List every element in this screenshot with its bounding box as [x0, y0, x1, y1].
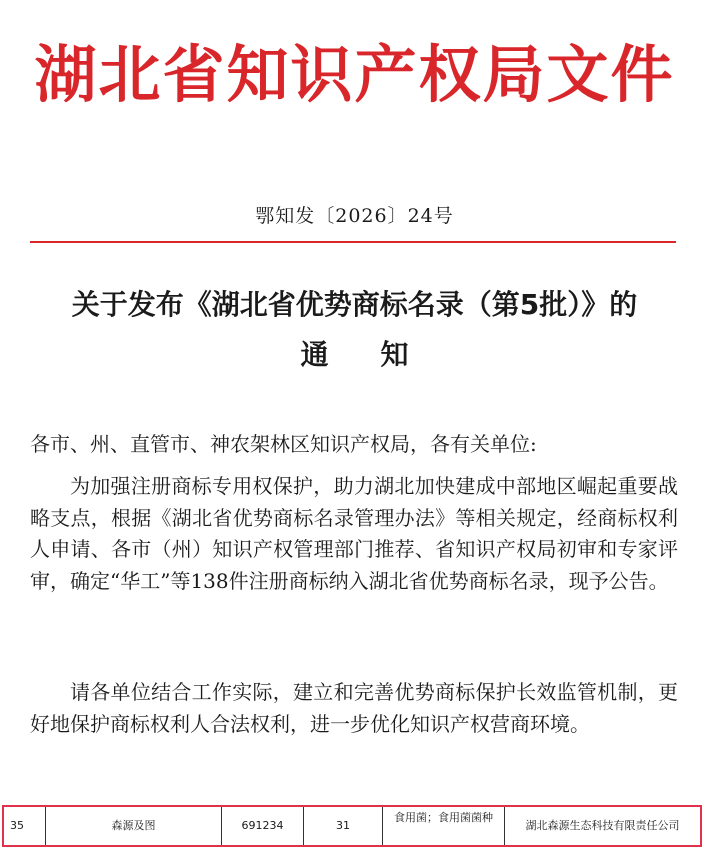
red-divider-line: [30, 241, 676, 243]
notice-title-line2: 通知: [300, 338, 461, 371]
body-paragraph-2: 请各单位结合工作实际，建立和完善优势商标保护长效监管机制，更好地保护商标权利人合法权利，进一步优化知识产权营商环境。: [30, 680, 678, 736]
highlighted-table-row: [2, 805, 702, 847]
table-cell-index: 35: [4, 807, 46, 845]
table-cell-trademark: 森源及图: [46, 807, 222, 845]
notice-title-line1: 关于发布《湖北省优势商标名录（第5批）》的: [71, 288, 638, 321]
table-cell-class: 31: [304, 807, 383, 845]
table-cell-owner: 湖北森源生态科技有限责任公司: [525, 819, 680, 832]
document-header-title: 湖北省知识产权局文件: [34, 38, 675, 111]
salutation: 各市、州、直管市、神农架林区知识产权局，各有关单位:: [30, 432, 537, 456]
table-cell-goods: 食用菌；食用菌菌种: [383, 807, 505, 845]
document-number: 鄂知发〔2026〕24号: [255, 205, 454, 227]
table-cell-registration-number: 691234: [222, 807, 304, 845]
body-paragraph-1: 为加强注册商标专用权保护，助力湖北加快建成中部地区崛起重要战略支点，根据《湖北省优势商标名录管理办法》等相关规定，经商标权利人申请、各市（州）知识产权管理部门推荐、省知识产权局初审和专家评审，确定“华工”等138件注册商标纳入湖北省优势商标名录，现予公告。: [30, 474, 678, 593]
notice-title: [10, 280, 699, 380]
